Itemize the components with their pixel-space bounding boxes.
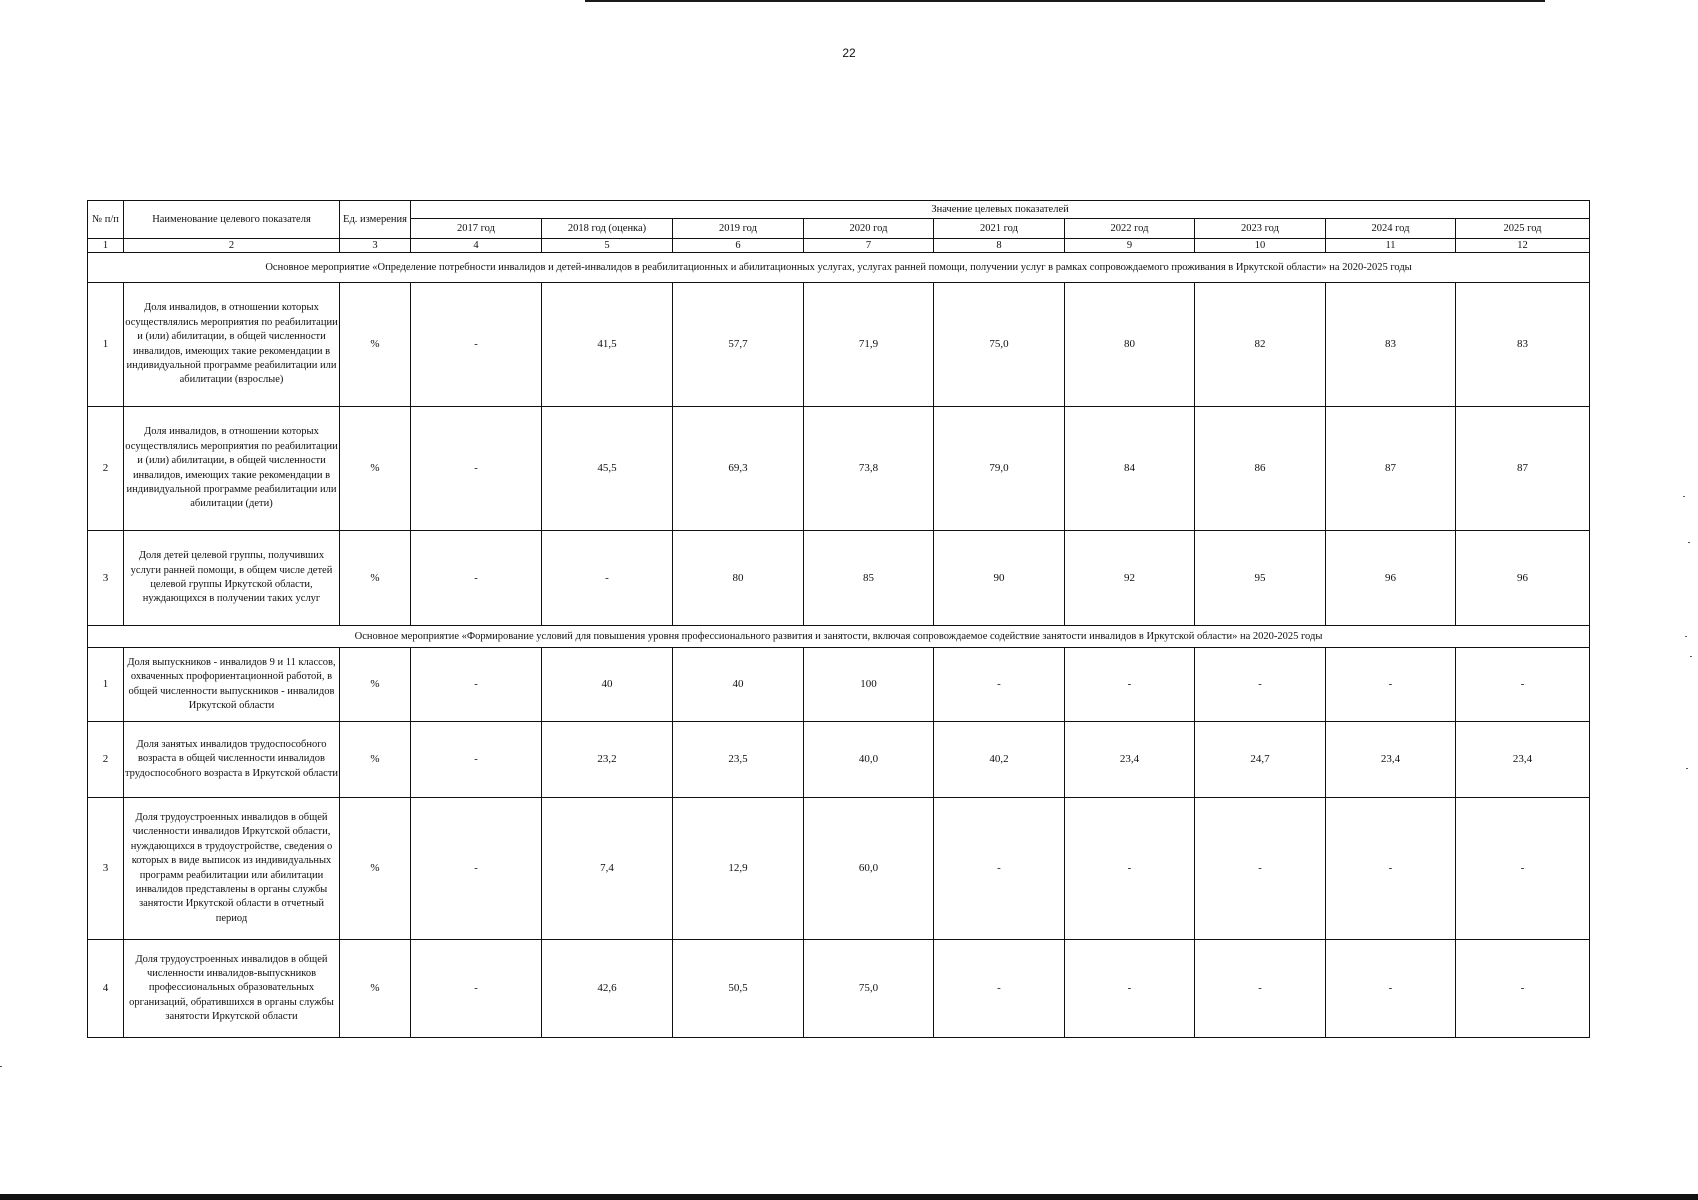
value-cell: - xyxy=(411,722,542,798)
value-cell: - xyxy=(411,648,542,722)
header-indicator-name: Наименование целевого показателя xyxy=(124,201,340,239)
value-cell: 85 xyxy=(804,531,934,626)
value-cell: - xyxy=(411,283,542,407)
value-cell: 42,6 xyxy=(542,940,673,1038)
header-year: 2023 год xyxy=(1195,219,1326,239)
header-values-group: Значение целевых показателей xyxy=(411,201,1590,219)
column-number: 5 xyxy=(542,239,673,253)
indicator-name: Доля выпускников - инвалидов 9 и 11 классов, охваченных профориентационной работой, в общей численности выпускников - инвалидов Иркутской области xyxy=(124,648,340,722)
value-cell: - xyxy=(1326,648,1456,722)
value-cell: 75,0 xyxy=(804,940,934,1038)
value-cell: 40 xyxy=(542,648,673,722)
value-cell: 92 xyxy=(1065,531,1195,626)
row-number: 2 xyxy=(88,722,124,798)
header-year: 2017 год xyxy=(411,219,542,239)
column-number: 9 xyxy=(1065,239,1195,253)
header-year: 2018 год (оценка) xyxy=(542,219,673,239)
row-number: 1 xyxy=(88,648,124,722)
value-cell: - xyxy=(1326,940,1456,1038)
value-cell: 80 xyxy=(673,531,804,626)
column-number: 10 xyxy=(1195,239,1326,253)
value-cell: - xyxy=(411,798,542,940)
value-cell: 87 xyxy=(1326,407,1456,531)
value-cell: - xyxy=(1456,940,1590,1038)
column-number: 4 xyxy=(411,239,542,253)
value-cell: 79,0 xyxy=(934,407,1065,531)
value-cell: 82 xyxy=(1195,283,1326,407)
column-number: 3 xyxy=(340,239,411,253)
value-cell: - xyxy=(1456,648,1590,722)
value-cell: 45,5 xyxy=(542,407,673,531)
column-number: 2 xyxy=(124,239,340,253)
value-cell: 41,5 xyxy=(542,283,673,407)
page-number: 22 xyxy=(842,46,856,60)
scan-speck xyxy=(1686,768,1688,769)
table-row xyxy=(88,940,1590,1038)
value-cell: 23,5 xyxy=(673,722,804,798)
value-cell: - xyxy=(542,531,673,626)
column-number: 6 xyxy=(673,239,804,253)
value-cell: 80 xyxy=(1065,283,1195,407)
value-cell: 86 xyxy=(1195,407,1326,531)
value-cell: 50,5 xyxy=(673,940,804,1038)
table-row xyxy=(88,648,1590,722)
header-year: 2019 год xyxy=(673,219,804,239)
table-row xyxy=(88,722,1590,798)
header-year: 2025 год xyxy=(1456,219,1590,239)
value-cell: - xyxy=(1456,798,1590,940)
value-cell: - xyxy=(1326,798,1456,940)
value-cell: - xyxy=(1065,798,1195,940)
row-number: 3 xyxy=(88,798,124,940)
indicator-name: Доля занятых инвалидов трудоспособного возраста в общей численности инвалидов трудоспособного возраста в Иркутской области xyxy=(124,722,340,798)
value-cell: - xyxy=(1065,648,1195,722)
table-row xyxy=(88,531,1590,626)
value-cell: 84 xyxy=(1065,407,1195,531)
column-number: 7 xyxy=(804,239,934,253)
header-year: 2024 год xyxy=(1326,219,1456,239)
value-cell: - xyxy=(411,940,542,1038)
header-year: 2022 год xyxy=(1065,219,1195,239)
value-cell: 60,0 xyxy=(804,798,934,940)
column-number-row xyxy=(88,239,1590,253)
column-number: 8 xyxy=(934,239,1065,253)
value-cell: 73,8 xyxy=(804,407,934,531)
value-cell: - xyxy=(1195,798,1326,940)
value-cell: 12,9 xyxy=(673,798,804,940)
value-cell: 96 xyxy=(1326,531,1456,626)
indicator-name: Доля инвалидов, в отношении которых осуществлялись мероприятия по реабилитации и (или) абилитации, в общей численности инвалидов, имеющих такие рекомендации в индивидуальной программе реабилитации или абилитации (взрослые) xyxy=(124,283,340,407)
value-cell: - xyxy=(411,407,542,531)
unit: % xyxy=(340,648,411,722)
value-cell: 40 xyxy=(673,648,804,722)
target-indicators-table xyxy=(87,200,1590,1038)
scan-speck xyxy=(1688,542,1690,543)
value-cell: 90 xyxy=(934,531,1065,626)
indicator-name: Доля трудоустроенных инвалидов в общей численности инвалидов Иркутской области, нуждающихся в трудоустройстве, сведения о которых в виде выписок из индивидуальных программ реабилитации или абилитации инвалидов представлены в органы службы занятости Иркутской области в отчетный период xyxy=(124,798,340,940)
value-cell: - xyxy=(411,531,542,626)
value-cell: - xyxy=(1065,940,1195,1038)
unit: % xyxy=(340,798,411,940)
row-number: 3 xyxy=(88,531,124,626)
table-row xyxy=(88,283,1590,407)
value-cell: 23,4 xyxy=(1065,722,1195,798)
scan-speck xyxy=(1683,496,1685,497)
value-cell: - xyxy=(934,648,1065,722)
section-title: Основное мероприятие «Формирование условий для повышения уровня профессионального развития и занятости, включая сопровождаемое содействие занятости инвалидов в Иркутской области» на 2020-2025 годы xyxy=(88,626,1590,648)
value-cell: 71,9 xyxy=(804,283,934,407)
value-cell: 24,7 xyxy=(1195,722,1326,798)
scan-bottom-edge-band xyxy=(0,1194,1698,1200)
value-cell: - xyxy=(1195,940,1326,1038)
value-cell: 23,4 xyxy=(1326,722,1456,798)
column-number: 12 xyxy=(1456,239,1590,253)
indicator-name: Доля детей целевой группы, получивших услуги ранней помощи, в общем числе детей целевой группы Иркутской области, нуждающихся в получении таких услуг xyxy=(124,531,340,626)
header-year: 2020 год xyxy=(804,219,934,239)
value-cell: 83 xyxy=(1456,283,1590,407)
indicator-name: Доля инвалидов, в отношении которых осуществлялись мероприятия по реабилитации и (или) абилитации, в общей численности инвалидов, имеющих такие рекомендации в индивидуальной программе реабилитации или абилитации (дети) xyxy=(124,407,340,531)
value-cell: 57,7 xyxy=(673,283,804,407)
header-num: № п/п xyxy=(88,201,124,239)
unit: % xyxy=(340,283,411,407)
header-unit: Ед. измерения xyxy=(340,201,411,239)
value-cell: 40,0 xyxy=(804,722,934,798)
unit: % xyxy=(340,531,411,626)
scan-top-edge-line xyxy=(585,0,1545,2)
unit: % xyxy=(340,940,411,1038)
value-cell: 69,3 xyxy=(673,407,804,531)
value-cell: - xyxy=(934,798,1065,940)
row-number: 2 xyxy=(88,407,124,531)
table-row xyxy=(88,407,1590,531)
value-cell: 23,2 xyxy=(542,722,673,798)
column-number: 1 xyxy=(88,239,124,253)
header-year: 2021 год xyxy=(934,219,1065,239)
unit: % xyxy=(340,722,411,798)
value-cell: - xyxy=(1195,648,1326,722)
scan-speck xyxy=(1685,636,1687,637)
section-title: Основное мероприятие «Определение потребности инвалидов и детей-инвалидов в реабилитационных и абилитационных услугах, услугах ранней помощи, получении услуг в рамках сопровождаемого проживания в Иркутской области» на 2020-2025 годы xyxy=(88,253,1590,283)
value-cell: 7,4 xyxy=(542,798,673,940)
value-cell: 100 xyxy=(804,648,934,722)
table-row xyxy=(88,798,1590,940)
column-number: 11 xyxy=(1326,239,1456,253)
value-cell: 96 xyxy=(1456,531,1590,626)
value-cell: 95 xyxy=(1195,531,1326,626)
unit: % xyxy=(340,407,411,531)
row-number: 4 xyxy=(88,940,124,1038)
value-cell: 40,2 xyxy=(934,722,1065,798)
row-number: 1 xyxy=(88,283,124,407)
value-cell: 23,4 xyxy=(1456,722,1590,798)
indicator-name: Доля трудоустроенных инвалидов в общей численности инвалидов-выпускников профессиональных образовательных организаций, обратившихся в органы службы занятости Иркутской области xyxy=(124,940,340,1038)
scan-speck xyxy=(1690,656,1692,657)
value-cell: 83 xyxy=(1326,283,1456,407)
value-cell: 75,0 xyxy=(934,283,1065,407)
scan-speck xyxy=(0,1066,2,1067)
value-cell: 87 xyxy=(1456,407,1590,531)
value-cell: - xyxy=(934,940,1065,1038)
